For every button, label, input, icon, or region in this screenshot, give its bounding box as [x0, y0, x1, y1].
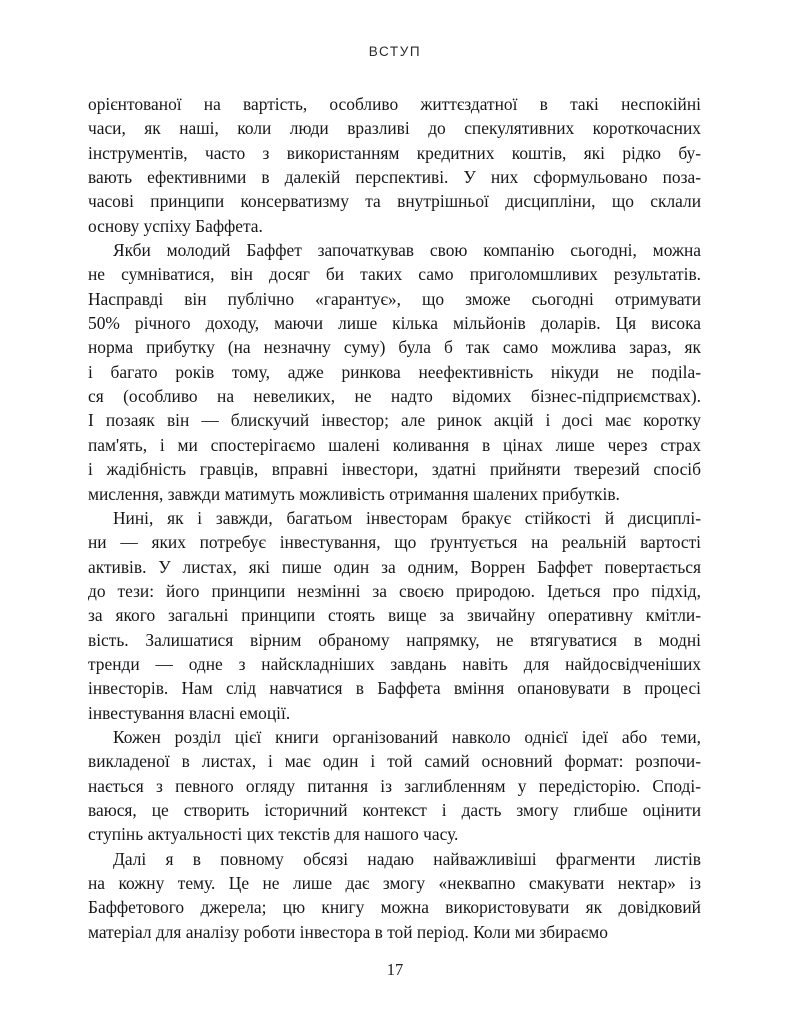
text-line: часи, як наші, коли люди вразливі до спекулятивних короткочасних	[88, 118, 701, 139]
text-line: до тези: його принципи незмінні за своєю природою. Ідеться про підхід,	[88, 580, 701, 601]
text-line: Кожен розділ цієї книги організований навколо однієї ідеї або теми,	[113, 726, 701, 747]
text-line: матеріал для аналізу роботи інвестора в той період. Коли ми збираємо	[88, 921, 608, 942]
page-number: 17	[386, 960, 404, 979]
running-head: ВСТУП	[368, 44, 422, 59]
paragraph	[88, 847, 701, 944]
text-line: норма прибутку (на незначну суму) була б так само можлива зараз, як	[88, 337, 701, 358]
text-line: і жадібність гравців, вправні інвестори, здатні прийняти тверезий спосіб	[88, 459, 701, 480]
text-line: Насправді він публічно «гарантує», що зможе сьогодні отримувати	[88, 288, 701, 309]
text-line: тренди — одне з найскладніших завдань навіть для найдосвідченіших	[88, 653, 701, 674]
text-line: мислення, завжди матимуть можливість отримання шалених прибутків.	[88, 483, 620, 504]
text-line: за якого загальні принципи стоять вище за звичайну оперативну кмітли-	[88, 605, 701, 626]
text-line: на кожну тему. Це не лише дає змогу «неквапно смакувати нектар» із	[88, 873, 701, 893]
text-line: викладеної в листах, і має один і той самий основний формат: розпочи-	[88, 751, 701, 772]
text-line: І позаяк він — блискучий інвестор; але ринок акцій і досі має коротку	[88, 410, 701, 431]
text-line: нається з певного огляду питання із заглибленням у передісторію. Споді-	[88, 775, 701, 796]
text-line: Далі я в повному обсязі надаю найважливіші фрагменти листів	[113, 848, 701, 869]
text-line: Баффетового джерела; цю книгу можна використовувати як довідковий	[88, 897, 701, 918]
paragraph	[88, 506, 701, 725]
text-line: активів. У листах, які пише один за одним, Воррен Баффет повертається	[88, 556, 701, 577]
text-line: ступінь актуальності цих текстів для нашого часу.	[88, 824, 459, 845]
text-line: і багато років тому, адже ринкова неефективність нікуди не подila-	[88, 361, 701, 382]
text-line: вість. Залишатися вірним обраному напрямку, не втягуватися в модні	[88, 629, 701, 650]
text-line: часові принципи консерватизму та внутрішньої дисципліни, що склали	[88, 191, 701, 212]
text-line: інструментів, часто з використанням кредитних коштів, які рідко бу-	[88, 142, 701, 163]
text-line: не сумніватися, він досяг би таких само приголомшливих результатів.	[88, 264, 701, 285]
text-line: ваюся, це створить історичний контекст і дасть змогу глибше оцінити	[88, 799, 701, 820]
text-line: орієнтованої на вартість, особливо життєздатної в такі неспокійні	[88, 94, 701, 114]
text-line: Нині, як і завжди, багатьом інвесторам бракує стійкості й дисциплі-	[113, 507, 701, 528]
text-line: вають ефективними в далекій перспективі. У них сформульовано поза-	[88, 167, 701, 188]
body-text-block	[88, 92, 701, 944]
paragraph	[88, 238, 701, 506]
text-line: ся (особливо на невеликих, не надто відомих бізнес-підприємствах).	[88, 386, 701, 407]
text-line: ни — яких потребує інвестування, що ґрунтується на реальній вартості	[88, 532, 701, 553]
text-line: 50% річного доходу, маючи лише кілька мільйонів доларів. Ця висока	[88, 313, 701, 334]
text-line: основу успіху Баффета.	[88, 215, 263, 236]
paragraph	[88, 725, 701, 847]
text-line: Якби молодий Баффет започаткував свою компанію сьогодні, можна	[113, 240, 701, 261]
text-line: інвесторів. Нам слід навчатися в Баффета вміння опановувати в процесі	[88, 678, 701, 699]
text-line: інвестування власні емоції.	[88, 702, 291, 723]
text-line: пам'ять, і ми спостерігаємо шалені коливання в цінах лише через страх	[88, 434, 701, 455]
paragraph	[88, 92, 701, 238]
